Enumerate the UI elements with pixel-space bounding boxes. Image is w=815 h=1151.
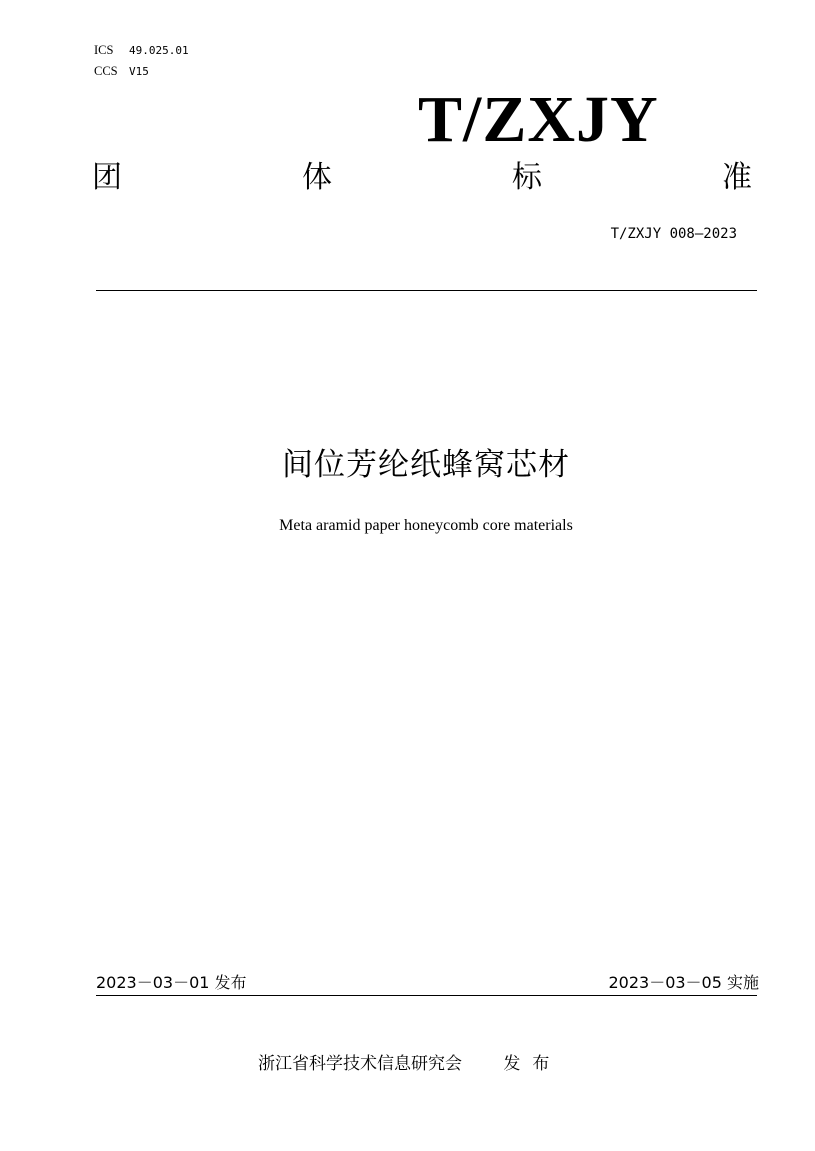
implementation-date: 2023－03－05 实施 bbox=[608, 973, 759, 992]
standard-type-heading bbox=[92, 158, 752, 198]
organization-logo: T/ZXJY bbox=[418, 83, 659, 156]
ics-row bbox=[94, 40, 189, 61]
ccs-label: CCS bbox=[94, 64, 118, 78]
top-divider bbox=[96, 290, 757, 291]
publisher-line bbox=[258, 1052, 561, 1076]
classification-codes bbox=[94, 40, 189, 82]
publisher-action: 发布 bbox=[503, 1054, 562, 1074]
title-chinese: 间位芳纶纸蜂窝芯材 bbox=[282, 447, 570, 483]
publisher-name: 浙江省科学技术信息研究会 bbox=[258, 1054, 462, 1074]
standard-type-char: 标 bbox=[512, 160, 542, 195]
issue-date: 2023－03－01 发布 bbox=[96, 973, 247, 992]
ccs-value: V15 bbox=[129, 65, 149, 78]
title-english: Meta aramid paper honeycomb core materials bbox=[279, 517, 573, 534]
standard-type-char: 准 bbox=[722, 160, 752, 195]
bottom-divider bbox=[96, 995, 757, 996]
standard-type-char: 团 bbox=[92, 160, 122, 195]
standard-type-char: 体 bbox=[302, 160, 332, 195]
standard-code: T/ZXJY 008—2023 bbox=[610, 226, 737, 242]
ccs-row bbox=[94, 61, 189, 82]
ics-value: 49.025.01 bbox=[129, 44, 189, 57]
ics-label: ICS bbox=[94, 43, 114, 57]
